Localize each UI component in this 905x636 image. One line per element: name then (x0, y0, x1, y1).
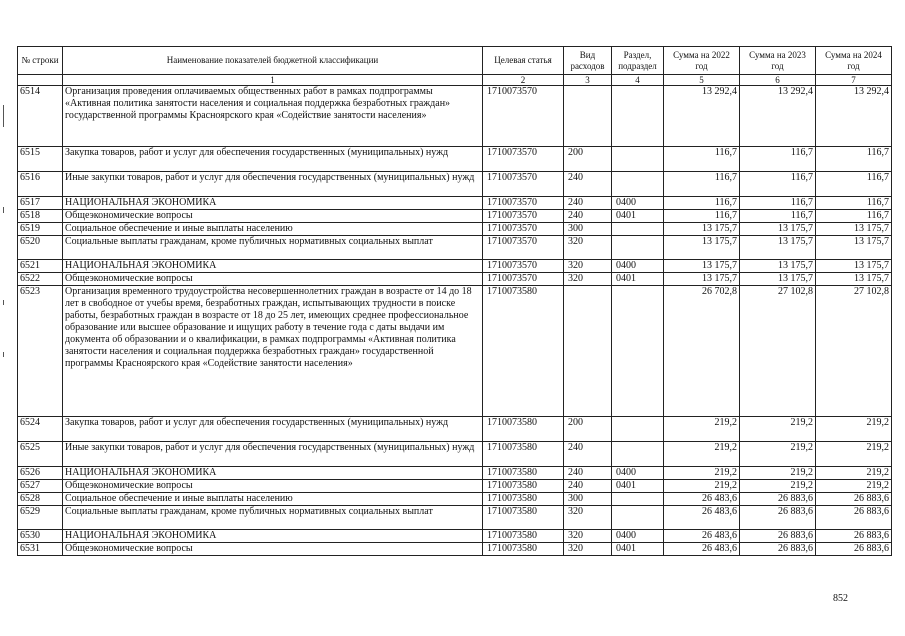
cell-vid: 320 (564, 260, 612, 273)
cell-s2024: 26 883,6 (816, 543, 892, 556)
cell-s2023: 13 292,4 (740, 86, 816, 147)
cell-section (612, 223, 664, 236)
cell-section (612, 493, 664, 506)
cell-target: 1710073570 (483, 236, 564, 260)
cell-s2024: 27 102,8 (816, 286, 892, 417)
table-row (18, 467, 892, 480)
cell-target: 1710073570 (483, 273, 564, 286)
cell-row: 6522 (18, 273, 63, 286)
column-number: 6 (740, 75, 816, 86)
column-number: 1 (63, 75, 483, 86)
cell-row: 6529 (18, 506, 63, 530)
cell-s2023: 26 883,6 (740, 506, 816, 530)
cell-row: 6523 (18, 286, 63, 417)
cell-s2024: 219,2 (816, 417, 892, 442)
column-number: 2 (483, 75, 564, 86)
cell-vid: 200 (564, 147, 612, 172)
cell-name: НАЦИОНАЛЬНАЯ ЭКОНОМИКА (63, 260, 483, 273)
column-number: 7 (816, 75, 892, 86)
cell-vid: 240 (564, 480, 612, 493)
cell-row: 6519 (18, 223, 63, 236)
cell-s2022: 116,7 (664, 210, 740, 223)
cell-s2022: 13 175,7 (664, 223, 740, 236)
cell-target: 1710073580 (483, 442, 564, 467)
table-row (18, 543, 892, 556)
column-number-row (18, 75, 892, 86)
cell-name: Общеэкономические вопросы (63, 543, 483, 556)
cell-section: 0401 (612, 273, 664, 286)
table-row (18, 442, 892, 467)
cell-target: 1710073570 (483, 197, 564, 210)
cell-name: Общеэкономические вопросы (63, 210, 483, 223)
cell-target: 1710073570 (483, 223, 564, 236)
cell-row: 6520 (18, 236, 63, 260)
cell-name: Социальное обеспечение и иные выплаты населению (63, 223, 483, 236)
cell-s2024: 13 175,7 (816, 236, 892, 260)
scan-margin-mark (3, 352, 4, 357)
cell-s2022: 26 702,8 (664, 286, 740, 417)
cell-vid: 320 (564, 543, 612, 556)
table-row (18, 417, 892, 442)
cell-section: 0400 (612, 197, 664, 210)
table-row (18, 197, 892, 210)
cell-s2023: 27 102,8 (740, 286, 816, 417)
cell-name: Иные закупки товаров, работ и услуг для обеспечения государственных (муниципальных) нужд (63, 442, 483, 467)
cell-name: Закупка товаров, работ и услуг для обеспечения государственных (муниципальных) нужд (63, 417, 483, 442)
cell-name: Социальное обеспечение и иные выплаты населению (63, 493, 483, 506)
cell-s2024: 13 292,4 (816, 86, 892, 147)
scan-margin-mark (3, 105, 4, 127)
cell-name: Закупка товаров, работ и услуг для обеспечения государственных (муниципальных) нужд (63, 147, 483, 172)
header-row-number: № строки (18, 47, 63, 75)
cell-section (612, 442, 664, 467)
cell-name: Социальные выплаты гражданам, кроме публичных нормативных социальных выплат (63, 236, 483, 260)
cell-section (612, 86, 664, 147)
cell-s2022: 13 175,7 (664, 236, 740, 260)
cell-s2022: 219,2 (664, 480, 740, 493)
cell-row: 6530 (18, 530, 63, 543)
cell-name: Общеэкономические вопросы (63, 480, 483, 493)
cell-row: 6526 (18, 467, 63, 480)
header-row (18, 47, 892, 75)
cell-section: 0400 (612, 530, 664, 543)
cell-target: 1710073580 (483, 286, 564, 417)
cell-target: 1710073570 (483, 147, 564, 172)
table-row (18, 172, 892, 197)
cell-s2023: 116,7 (740, 210, 816, 223)
header-sum-2023: Сумма на 2023 год (740, 47, 816, 75)
cell-vid (564, 86, 612, 147)
cell-s2023: 13 175,7 (740, 273, 816, 286)
header-target: Целевая статья (483, 47, 564, 75)
cell-section: 0401 (612, 480, 664, 493)
cell-s2024: 219,2 (816, 442, 892, 467)
budget-table (17, 46, 892, 556)
cell-row: 6528 (18, 493, 63, 506)
cell-section (612, 147, 664, 172)
cell-s2023: 26 883,6 (740, 543, 816, 556)
cell-s2022: 13 175,7 (664, 260, 740, 273)
cell-vid (564, 286, 612, 417)
cell-target: 1710073570 (483, 260, 564, 273)
cell-s2022: 219,2 (664, 442, 740, 467)
header-expense-type: Вид расходов (564, 47, 612, 75)
cell-target: 1710073580 (483, 417, 564, 442)
cell-vid: 320 (564, 506, 612, 530)
cell-row: 6527 (18, 480, 63, 493)
column-number: 4 (612, 75, 664, 86)
table-row (18, 506, 892, 530)
cell-target: 1710073580 (483, 506, 564, 530)
cell-row: 6524 (18, 417, 63, 442)
cell-s2023: 26 883,6 (740, 493, 816, 506)
cell-row: 6531 (18, 543, 63, 556)
cell-s2022: 116,7 (664, 172, 740, 197)
cell-target: 1710073570 (483, 210, 564, 223)
table-row (18, 236, 892, 260)
cell-row: 6521 (18, 260, 63, 273)
cell-section: 0401 (612, 543, 664, 556)
cell-section (612, 236, 664, 260)
cell-s2023: 116,7 (740, 197, 816, 210)
cell-name: Организация временного трудоустройства несовершеннолетних граждан в возрасте от 14 до 18 лет в свободное от учебы время, безработных граждан, испытывающих трудности в поиске работы, безработных граждан в возрасте от 18 до 25 лет, имеющих среднее профессиональное образование или высшее образование и ищущих работу в течение года с даты выдачи им документа об образовании и о квалификации, в рамках подпрограммы «Активная политика занятости населения и социальная поддержка безработных граждан» государственной программы Красноярского края «Содействие занятости населения» (63, 286, 483, 417)
table-row (18, 493, 892, 506)
cell-target: 1710073580 (483, 467, 564, 480)
cell-target: 1710073580 (483, 493, 564, 506)
cell-vid: 240 (564, 442, 612, 467)
cell-name: Организация проведения оплачиваемых общественных работ в рамках подпрограммы «Активная политика занятости населения и социальная поддержка безработных граждан» государственной программы Красноярского края «Содействие занятости населения» (63, 86, 483, 147)
cell-section (612, 286, 664, 417)
cell-s2022: 26 483,6 (664, 493, 740, 506)
cell-s2023: 219,2 (740, 417, 816, 442)
cell-s2022: 26 483,6 (664, 506, 740, 530)
table-row (18, 480, 892, 493)
cell-s2024: 26 883,6 (816, 530, 892, 543)
cell-s2022: 13 292,4 (664, 86, 740, 147)
table-row (18, 530, 892, 543)
cell-vid: 240 (564, 467, 612, 480)
cell-name: Общеэкономические вопросы (63, 273, 483, 286)
cell-vid: 320 (564, 236, 612, 260)
column-number-blank (18, 75, 63, 86)
cell-s2024: 219,2 (816, 480, 892, 493)
scan-margin-mark (3, 300, 4, 305)
cell-name: НАЦИОНАЛЬНАЯ ЭКОНОМИКА (63, 467, 483, 480)
cell-section: 0400 (612, 260, 664, 273)
cell-target: 1710073570 (483, 172, 564, 197)
table-row (18, 273, 892, 286)
cell-s2022: 26 483,6 (664, 530, 740, 543)
cell-name: НАЦИОНАЛЬНАЯ ЭКОНОМИКА (63, 530, 483, 543)
header-section: Раздел, подраздел (612, 47, 664, 75)
cell-row: 6517 (18, 197, 63, 210)
cell-vid: 200 (564, 417, 612, 442)
table-row (18, 260, 892, 273)
cell-s2022: 219,2 (664, 467, 740, 480)
table-row (18, 210, 892, 223)
table-row (18, 86, 892, 147)
cell-s2024: 219,2 (816, 467, 892, 480)
scan-margin-mark (3, 207, 4, 213)
cell-row: 6514 (18, 86, 63, 147)
cell-s2023: 13 175,7 (740, 236, 816, 260)
table-row (18, 147, 892, 172)
cell-row: 6515 (18, 147, 63, 172)
cell-vid: 320 (564, 530, 612, 543)
cell-s2024: 13 175,7 (816, 273, 892, 286)
cell-section: 0401 (612, 210, 664, 223)
cell-s2024: 116,7 (816, 147, 892, 172)
cell-s2024: 13 175,7 (816, 260, 892, 273)
cell-s2022: 116,7 (664, 197, 740, 210)
cell-vid: 300 (564, 223, 612, 236)
cell-s2023: 116,7 (740, 147, 816, 172)
cell-section (612, 506, 664, 530)
cell-target: 1710073580 (483, 530, 564, 543)
table-row (18, 286, 892, 417)
cell-vid: 320 (564, 273, 612, 286)
cell-s2023: 13 175,7 (740, 223, 816, 236)
cell-vid: 300 (564, 493, 612, 506)
cell-row: 6525 (18, 442, 63, 467)
cell-target: 1710073580 (483, 480, 564, 493)
cell-name: НАЦИОНАЛЬНАЯ ЭКОНОМИКА (63, 197, 483, 210)
cell-s2022: 13 175,7 (664, 273, 740, 286)
cell-row: 6516 (18, 172, 63, 197)
cell-s2024: 116,7 (816, 210, 892, 223)
cell-s2022: 26 483,6 (664, 543, 740, 556)
cell-name: Иные закупки товаров, работ и услуг для обеспечения государственных (муниципальных) нужд (63, 172, 483, 197)
cell-s2023: 219,2 (740, 442, 816, 467)
table-row (18, 223, 892, 236)
header-sum-2022: Сумма на 2022 год (664, 47, 740, 75)
cell-s2024: 116,7 (816, 172, 892, 197)
cell-s2024: 116,7 (816, 197, 892, 210)
header-name: Наименование показателей бюджетной классификации (63, 47, 483, 75)
cell-s2023: 26 883,6 (740, 530, 816, 543)
cell-s2022: 116,7 (664, 147, 740, 172)
cell-target: 1710073570 (483, 86, 564, 147)
cell-target: 1710073580 (483, 543, 564, 556)
header-sum-2024: Сумма на 2024 год (816, 47, 892, 75)
cell-s2024: 26 883,6 (816, 493, 892, 506)
cell-section: 0400 (612, 467, 664, 480)
cell-vid: 240 (564, 210, 612, 223)
cell-row: 6518 (18, 210, 63, 223)
cell-s2023: 13 175,7 (740, 260, 816, 273)
cell-section (612, 172, 664, 197)
table-body (18, 86, 892, 556)
cell-s2023: 219,2 (740, 480, 816, 493)
column-number: 5 (664, 75, 740, 86)
cell-s2023: 116,7 (740, 172, 816, 197)
cell-section (612, 417, 664, 442)
page-number: 852 (833, 593, 848, 604)
cell-vid: 240 (564, 172, 612, 197)
cell-s2024: 26 883,6 (816, 506, 892, 530)
cell-s2024: 13 175,7 (816, 223, 892, 236)
cell-s2023: 219,2 (740, 467, 816, 480)
cell-vid: 240 (564, 197, 612, 210)
cell-name: Социальные выплаты гражданам, кроме публичных нормативных социальных выплат (63, 506, 483, 530)
column-number: 3 (564, 75, 612, 86)
cell-s2022: 219,2 (664, 417, 740, 442)
